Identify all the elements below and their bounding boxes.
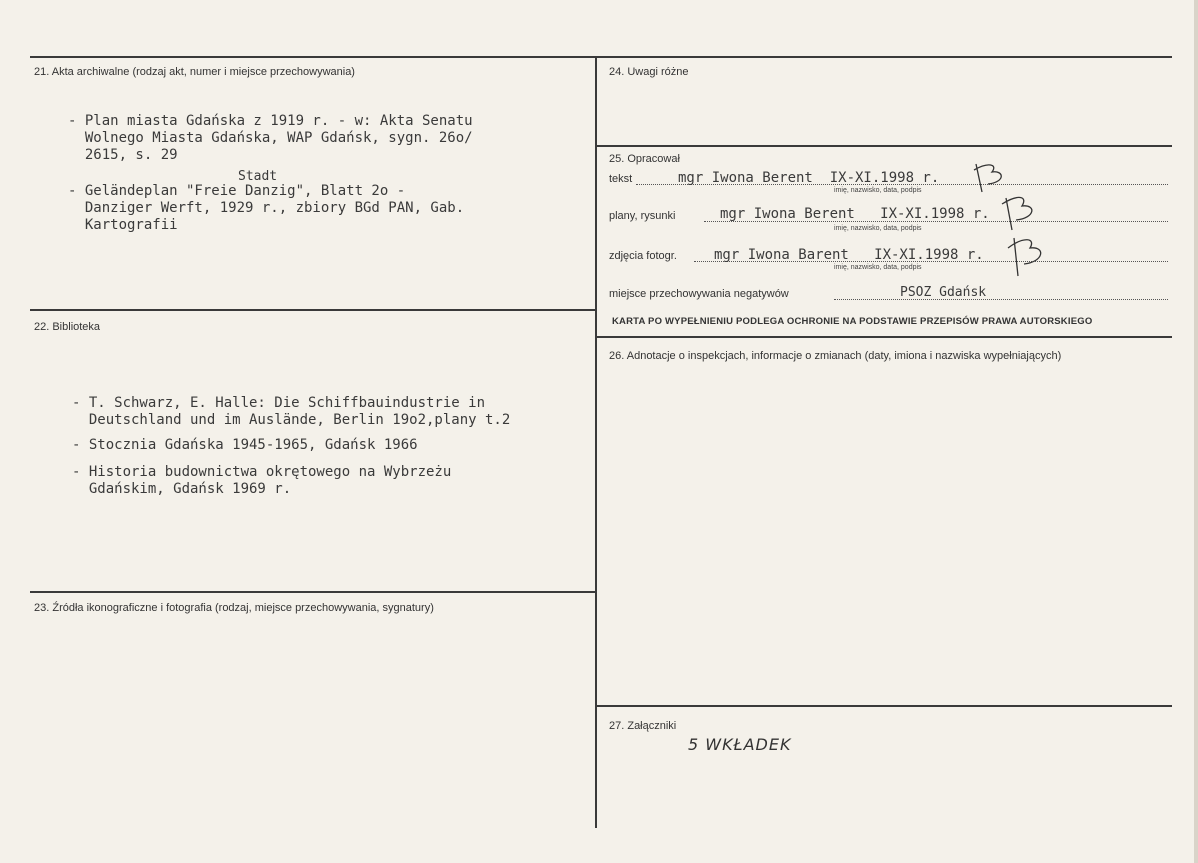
plany-label: plany, rysunki xyxy=(609,210,676,222)
text-line: - Stocznia Gdańska 1945-1965, Gdańsk 1966 xyxy=(72,437,418,453)
text-line: - T. Schwarz, E. Halle: Die Schiffbauindustrie in xyxy=(72,395,486,411)
center-divider xyxy=(595,56,597,828)
section-27-label: 27. Załączniki xyxy=(609,720,677,732)
plany-caption: imię, nazwisko, data, podpis xyxy=(834,225,922,232)
rule-left-21-22 xyxy=(30,309,596,311)
rule-right-25-26 xyxy=(596,336,1172,338)
section-23-label: 23. Źródła ikonograficzne i fotografia (rodzaj, miejsce przechowywania, sygnatury) xyxy=(34,602,434,614)
plany-value: mgr Iwona Berent IX-XI.1998 r. xyxy=(720,206,990,222)
negatywy-label: miejsce przechowywania negatywów xyxy=(609,288,789,300)
section-21-entry-2 xyxy=(68,183,464,234)
tekst-value: mgr Iwona Berent IX-XI.1998 r. xyxy=(678,170,940,186)
section-27-value: 5 WKŁADEK xyxy=(688,735,792,754)
text-line: 2615, s. 29 xyxy=(68,147,178,163)
text-line: - Geländeplan "Freie Danzig", Blatt 2o - xyxy=(68,183,406,199)
section-22-entry-3 xyxy=(72,464,451,498)
rule-right-24-25 xyxy=(596,145,1172,147)
tekst-caption: imię, nazwisko, data, podpis xyxy=(834,187,922,194)
text-line: - Historia budownictwa okrętowego na Wybrzeżu xyxy=(72,464,452,480)
section-22-entry-1 xyxy=(72,395,510,429)
copyright-notice: KARTA PO WYPEŁNIENIU PODLEGA OCHRONIE NA PODSTAWIE PRZEPISÓW PRAWA AUTORSKIEGO xyxy=(612,316,1093,327)
section-25-label: 25. Opracował xyxy=(609,153,680,165)
rule-right-26-27 xyxy=(596,705,1172,707)
negatywy-value: PSOZ Gdańsk xyxy=(900,285,987,300)
signature-zdjecia xyxy=(1004,230,1054,280)
section-22-entry-2 xyxy=(72,437,418,454)
negatywy-dotline xyxy=(834,299,1168,300)
zdjecia-value: mgr Iwona Barent IX-XI.1998 r. xyxy=(714,247,984,263)
signature-plany xyxy=(996,188,1046,234)
section-21-entry-1 xyxy=(68,113,473,164)
text-line: Danziger Werft, 1929 r., zbiory BGd PAN, Gab. xyxy=(68,200,465,216)
section-21-insert: Stadt xyxy=(238,169,278,184)
tekst-label: tekst xyxy=(609,173,633,185)
section-22-label: 22. Biblioteka xyxy=(34,321,101,333)
top-rule xyxy=(30,56,1172,58)
text-line: Kartografii xyxy=(68,217,178,233)
text-line: Deutschland und im Auslände, Berlin 19o2,plany t.2 xyxy=(72,412,511,428)
section-24-label: 24. Uwagi różne xyxy=(609,66,689,78)
zdjecia-label: zdjęcia fotogr. xyxy=(609,250,677,262)
text-line: Gdańskim, Gdańsk 1969 r. xyxy=(72,481,292,497)
text-line: Wolnego Miasta Gdańska, WAP Gdańsk, sygn. 26o/ xyxy=(68,130,473,146)
card-edge xyxy=(1194,0,1198,863)
section-26-label: 26. Adnotacje o inspekcjach, informacje o zmianach (daty, imiona i nazwiska wypełniających) xyxy=(609,350,1062,362)
rule-left-22-23 xyxy=(30,591,596,593)
section-21-label: 21. Akta archiwalne (rodzaj akt, numer i miejsce przechowywania) xyxy=(34,66,355,78)
text-line: - Plan miasta Gdańska z 1919 r. - w: Akta Senatu xyxy=(68,113,473,129)
zdjecia-caption: imię, nazwisko, data, podpis xyxy=(834,264,922,271)
